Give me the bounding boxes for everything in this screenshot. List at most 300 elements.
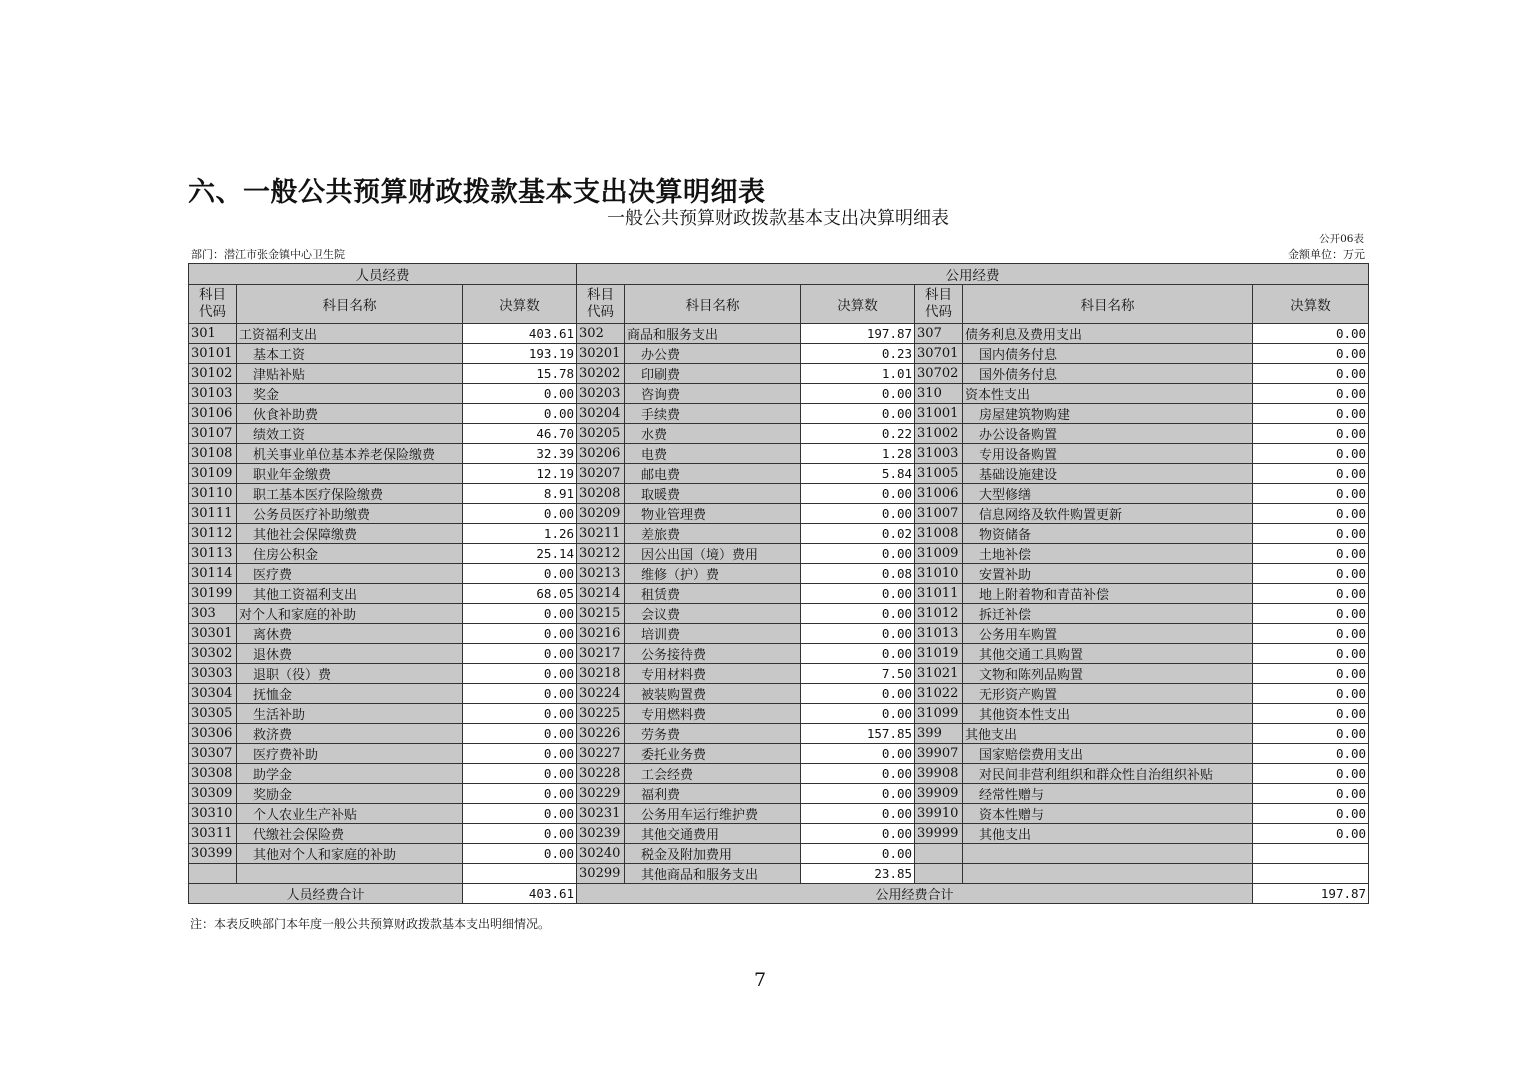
subject-name: 对民间非营利组织和群众性自治组织补贴 [963,764,1253,784]
subject-name: 绩效工资 [237,424,463,444]
amount-value: 0.00 [1253,324,1369,344]
table-row [189,864,1369,884]
subject-name: 其他商品和服务支出 [625,864,801,884]
subject-code: 31006 [915,484,963,504]
amount-value: 197.87 [801,324,915,344]
table-row [189,604,1369,624]
amount-value: 0.00 [1253,524,1369,544]
subject-code: 30702 [915,364,963,384]
table-row [189,624,1369,644]
subject-code: 30211 [577,524,625,544]
subject-code [915,844,963,864]
amount-value: 0.00 [463,404,577,424]
subject-code: 302 [577,324,625,344]
amount-value: 0.00 [463,624,577,644]
subject-name: 离休费 [237,624,463,644]
table-row [189,464,1369,484]
subject-code: 30113 [189,544,237,564]
subject-name: 其他支出 [963,724,1253,744]
subject-name: 租赁费 [625,584,801,604]
subject-name: 资本性赠与 [963,804,1253,824]
subject-code [189,864,237,884]
subject-name: 职业年金缴费 [237,464,463,484]
amount-value: 0.00 [1253,384,1369,404]
subject-code: 30299 [577,864,625,884]
subject-name: 土地补偿 [963,544,1253,564]
group-header-row [189,264,1369,285]
amount-value: 0.00 [801,764,915,784]
subject-name: 工会经费 [625,764,801,784]
amount-header: 决算数 [1253,285,1369,324]
subject-name: 物业管理费 [625,504,801,524]
amount-value: 0.00 [801,824,915,844]
subject-name: 津贴补贴 [237,364,463,384]
subject-code: 31001 [915,404,963,424]
subject-code: 31019 [915,644,963,664]
amount-value: 0.00 [801,504,915,524]
subject-code: 30240 [577,844,625,864]
subject-code: 30204 [577,404,625,424]
subject-name [963,864,1253,884]
amount-value: 0.00 [1253,424,1369,444]
subject-name: 抚恤金 [237,684,463,704]
subject-name: 其他工资福利支出 [237,584,463,604]
amount-value: 8.91 [463,484,577,504]
subject-name: 代缴社会保险费 [237,824,463,844]
amount-value: 0.00 [1253,624,1369,644]
table-row [189,344,1369,364]
amount-value: 0.00 [801,744,915,764]
subject-name: 手续费 [625,404,801,424]
subject-name: 培训费 [625,624,801,644]
subject-name: 大型修缮 [963,484,1253,504]
amount-value: 0.00 [801,804,915,824]
amount-value: 0.00 [463,764,577,784]
subject-name: 退职（役）费 [237,664,463,684]
public-total-label: 公用经费合计 [577,884,1253,904]
subject-name: 商品和服务支出 [625,324,801,344]
subject-code: 31005 [915,464,963,484]
table-row [189,404,1369,424]
subject-code: 30112 [189,524,237,544]
amount-value: 0.00 [801,604,915,624]
amount-value: 0.00 [1253,464,1369,484]
subject-name: 税金及附加费用 [625,844,801,864]
subject-name: 伙食补助费 [237,404,463,424]
subject-name: 工资福利支出 [237,324,463,344]
subject-code: 30206 [577,444,625,464]
subject-code: 30301 [189,624,237,644]
subject-code: 30199 [189,584,237,604]
subject-code: 30101 [189,344,237,364]
subject-code: 30226 [577,724,625,744]
amount-value: 0.00 [463,644,577,664]
subject-name: 安置补助 [963,564,1253,584]
subject-code: 399 [915,724,963,744]
subject-code: 30109 [189,464,237,484]
subject-name: 差旅费 [625,524,801,544]
subject-name: 国家赔偿费用支出 [963,744,1253,764]
amount-value: 403.61 [463,324,577,344]
subject-code: 39909 [915,784,963,804]
subject-code: 301 [189,324,237,344]
amount-value: 5.84 [801,464,915,484]
subject-code: 30203 [577,384,625,404]
subject-code: 31021 [915,664,963,684]
amount-value: 1.26 [463,524,577,544]
table-row [189,444,1369,464]
amount-value: 0.00 [463,384,577,404]
amount-value: 0.00 [1253,664,1369,684]
amount-value: 0.00 [1253,484,1369,504]
amount-value: 0.00 [463,824,577,844]
subject-code: 31011 [915,584,963,604]
subject-code: 30201 [577,344,625,364]
amount-value: 0.00 [801,404,915,424]
table-row [189,324,1369,344]
totals-row [189,884,1369,904]
amount-value: 12.19 [463,464,577,484]
subject-name: 国外债务付息 [963,364,1253,384]
table-row [189,744,1369,764]
amount-value: 0.00 [1253,724,1369,744]
subject-name: 被装购置费 [625,684,801,704]
subject-name: 地上附着物和青苗补偿 [963,584,1253,604]
subject-name: 资本性支出 [963,384,1253,404]
subject-code: 30106 [189,404,237,424]
subject-name: 国内债务付息 [963,344,1253,364]
subject-code: 30306 [189,724,237,744]
code-header: 科目 代码 [189,285,237,324]
amount-value [1253,864,1369,884]
subject-code: 30202 [577,364,625,384]
amount-value: 0.00 [1253,704,1369,724]
subject-name: 因公出国（境）费用 [625,544,801,564]
amount-value [1253,844,1369,864]
subject-code: 303 [189,604,237,624]
subject-name: 机关事业单位基本养老保险缴费 [237,444,463,464]
subject-code: 30701 [915,344,963,364]
table-row [189,784,1369,804]
amount-value: 1.28 [801,444,915,464]
subject-name: 公务员医疗补助缴费 [237,504,463,524]
subject-code: 30225 [577,704,625,724]
subject-code: 30215 [577,604,625,624]
subject-code: 30399 [189,844,237,864]
amount-value: 0.00 [463,724,577,744]
table-title: 一般公共预算财政拨款基本支出决算明细表 [607,208,949,229]
subject-name: 办公设备购置 [963,424,1253,444]
amount-value: 0.00 [463,844,577,864]
subject-code: 30107 [189,424,237,444]
table-row [189,804,1369,824]
table-row [189,724,1369,744]
amount-value: 0.00 [1253,784,1369,804]
unit-label: 金额单位：万元 [1288,248,1365,261]
subject-code: 30229 [577,784,625,804]
form-code: 公开06表 [1319,233,1364,245]
amount-value: 193.19 [463,344,577,364]
amount-value: 0.00 [801,684,915,704]
amount-value: 0.00 [1253,604,1369,624]
amount-value: 0.00 [1253,404,1369,424]
subject-name: 福利费 [625,784,801,804]
subject-name: 经常性赠与 [963,784,1253,804]
amount-header: 决算数 [463,285,577,324]
amount-value: 0.00 [1253,804,1369,824]
subject-name: 印刷费 [625,364,801,384]
subject-code: 30108 [189,444,237,464]
subject-code: 30213 [577,564,625,584]
expenditure-table [188,263,1369,904]
subject-code: 30114 [189,564,237,584]
table-body [189,324,1369,884]
table-row [189,384,1369,404]
subject-name: 其他资本性支出 [963,704,1253,724]
personnel-total-value: 403.61 [463,884,577,904]
amount-value: 0.00 [463,704,577,724]
subject-name: 住房公积金 [237,544,463,564]
meta-row [188,247,1368,263]
amount-value: 0.00 [463,744,577,764]
amount-value: 0.00 [1253,364,1369,384]
amount-value: 157.85 [801,724,915,744]
amount-value: 0.00 [1253,824,1369,844]
amount-value: 0.00 [801,644,915,664]
subject-name: 其他社会保障缴费 [237,524,463,544]
amount-value: 0.00 [801,624,915,644]
table-row [189,484,1369,504]
amount-value: 0.00 [1253,544,1369,564]
subject-name: 劳务费 [625,724,801,744]
subject-code: 31008 [915,524,963,544]
table-row [189,844,1369,864]
amount-value: 0.22 [801,424,915,444]
table-row [189,504,1369,524]
amount-value: 0.00 [801,784,915,804]
amount-value: 0.00 [1253,584,1369,604]
amount-value: 0.00 [1253,764,1369,784]
amount-value: 0.00 [801,544,915,564]
subject-name: 拆迁补偿 [963,604,1253,624]
subject-name: 债务利息及费用支出 [963,324,1253,344]
subject-code: 30102 [189,364,237,384]
subject-code: 307 [915,324,963,344]
subject-name: 专用设备购置 [963,444,1253,464]
amount-value: 0.00 [463,804,577,824]
subject-name: 其他支出 [963,824,1253,844]
page-heading: 六、一般公共预算财政拨款基本支出决算明细表 [188,177,766,208]
subject-code [915,864,963,884]
subject-name: 公务用车购置 [963,624,1253,644]
subject-code: 30305 [189,704,237,724]
subject-name: 其他交通费用 [625,824,801,844]
subject-name: 房屋建筑物购建 [963,404,1253,424]
subject-name: 文物和陈列品购置 [963,664,1253,684]
column-header-row [189,285,1369,324]
subject-name: 会议费 [625,604,801,624]
subject-code: 30209 [577,504,625,524]
subject-code: 30217 [577,644,625,664]
subject-code: 30224 [577,684,625,704]
subject-name: 救济费 [237,724,463,744]
subject-name: 医疗费补助 [237,744,463,764]
subject-name: 信息网络及软件购置更新 [963,504,1253,524]
subject-code: 30228 [577,764,625,784]
subject-code: 30309 [189,784,237,804]
amount-value: 46.70 [463,424,577,444]
subject-code: 30304 [189,684,237,704]
table-row [189,564,1369,584]
amount-value: 0.00 [801,584,915,604]
subject-name: 基础设施建设 [963,464,1253,484]
amount-value: 0.23 [801,344,915,364]
subject-name: 生活补助 [237,704,463,724]
subject-code: 30208 [577,484,625,504]
code-header: 科目 代码 [915,285,963,324]
amount-value: 0.00 [1253,684,1369,704]
amount-value: 0.02 [801,524,915,544]
subject-name: 基本工资 [237,344,463,364]
subject-name: 办公费 [625,344,801,364]
subject-code: 30302 [189,644,237,664]
subject-name: 公务用车运行维护费 [625,804,801,824]
subject-name: 退休费 [237,644,463,664]
subject-code: 30110 [189,484,237,504]
subject-code: 30239 [577,824,625,844]
subject-name: 咨询费 [625,384,801,404]
page-number: 7 [753,969,767,991]
amount-value: 1.01 [801,364,915,384]
subject-name: 电费 [625,444,801,464]
subject-name: 委托业务费 [625,744,801,764]
amount-value: 0.08 [801,564,915,584]
subject-code: 30307 [189,744,237,764]
amount-value: 0.00 [1253,344,1369,364]
amount-value: 0.00 [463,784,577,804]
name-header: 科目名称 [625,285,801,324]
subject-name [237,864,463,884]
amount-value: 0.00 [1253,644,1369,664]
personnel-total-label: 人员经费合计 [189,884,463,904]
subject-code: 31003 [915,444,963,464]
amount-value: 32.39 [463,444,577,464]
subject-code: 39999 [915,824,963,844]
amount-value: 25.14 [463,544,577,564]
subject-code: 31013 [915,624,963,644]
subject-code: 39908 [915,764,963,784]
subject-code: 31010 [915,564,963,584]
subject-code: 39907 [915,744,963,764]
subject-name: 物资储备 [963,524,1253,544]
subject-code: 31012 [915,604,963,624]
table-row [189,704,1369,724]
amount-value: 0.00 [463,564,577,584]
subject-name: 医疗费 [237,564,463,584]
subject-name: 职工基本医疗保险缴费 [237,484,463,504]
report-sheet [188,206,1368,904]
amount-value: 7.50 [801,664,915,684]
subject-code: 30111 [189,504,237,524]
name-header: 科目名称 [963,285,1253,324]
amount-value: 23.85 [801,864,915,884]
amount-value: 0.00 [1253,444,1369,464]
subject-code: 30303 [189,664,237,684]
amount-header: 决算数 [801,285,915,324]
personnel-group-header: 人员经费 [189,264,577,285]
public-total-value: 197.87 [1253,884,1369,904]
public-group-header: 公用经费 [577,264,1369,285]
amount-value: 0.00 [1253,744,1369,764]
table-row [189,584,1369,604]
subject-code: 30231 [577,804,625,824]
amount-value: 15.78 [463,364,577,384]
subject-code: 30103 [189,384,237,404]
subject-code: 31009 [915,544,963,564]
subject-name: 奖励金 [237,784,463,804]
subject-name: 个人农业生产补贴 [237,804,463,824]
amount-value: 0.00 [463,684,577,704]
amount-value: 0.00 [1253,504,1369,524]
table-row [189,684,1369,704]
amount-value [463,864,577,884]
table-row [189,544,1369,564]
subject-name: 无形资产购置 [963,684,1253,704]
subject-name: 邮电费 [625,464,801,484]
subject-code: 30212 [577,544,625,564]
amount-value: 0.00 [463,664,577,684]
subject-name: 公务接待费 [625,644,801,664]
subject-name: 其他对个人和家庭的补助 [237,844,463,864]
subject-name: 奖金 [237,384,463,404]
subject-code: 30308 [189,764,237,784]
amount-value: 0.00 [801,484,915,504]
subject-code: 30207 [577,464,625,484]
subject-name: 对个人和家庭的补助 [237,604,463,624]
subject-name [963,844,1253,864]
subject-code: 31002 [915,424,963,444]
subject-name: 专用燃料费 [625,704,801,724]
table-row [189,424,1369,444]
subject-code: 39910 [915,804,963,824]
subject-name: 其他交通工具购置 [963,644,1253,664]
subject-code: 30310 [189,804,237,824]
code-header: 科目 代码 [577,285,625,324]
table-row [189,664,1369,684]
subject-code: 31099 [915,704,963,724]
amount-value: 0.00 [801,384,915,404]
subject-code: 30227 [577,744,625,764]
subject-code: 310 [915,384,963,404]
subject-code: 30214 [577,584,625,604]
subject-name: 助学金 [237,764,463,784]
subject-name: 取暖费 [625,484,801,504]
name-header: 科目名称 [237,285,463,324]
amount-value: 68.05 [463,584,577,604]
subject-code: 30218 [577,664,625,684]
table-row [189,644,1369,664]
subject-code: 31022 [915,684,963,704]
table-row [189,524,1369,544]
subject-code: 30311 [189,824,237,844]
amount-value: 0.00 [1253,564,1369,584]
subject-code: 31007 [915,504,963,524]
amount-value: 0.00 [801,844,915,864]
table-note: 注：本表反映部门本年度一般公共预算财政拨款基本支出明细情况。 [190,917,551,931]
subject-name: 维修（护）费 [625,564,801,584]
subject-name: 专用材料费 [625,664,801,684]
subject-name: 水费 [625,424,801,444]
